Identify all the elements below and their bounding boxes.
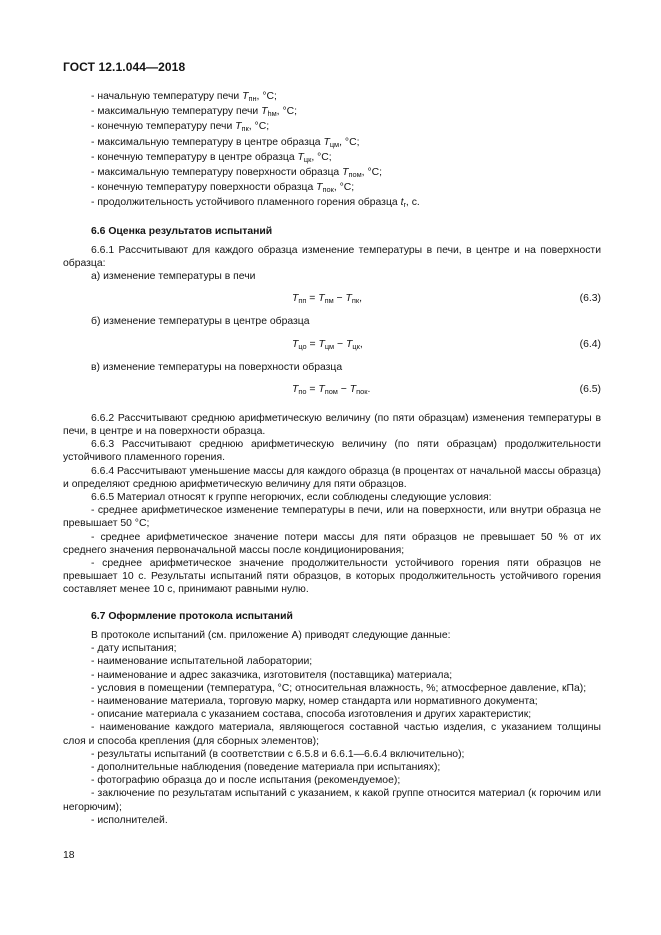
list-item: - максимальную температуру печи $T_{hм}$, °С; xyxy=(91,106,297,119)
section-heading-6-6: 6.6 Оценка результатов испытаний xyxy=(91,225,273,237)
formula-6-5 xyxy=(63,374,601,406)
list-item: - наименование испытательной лаборатории; xyxy=(91,656,313,668)
condition-item: - среднее арифметическое изменение температуры в печи, или на поверхности, или внутри образца не превышает 50 °С; xyxy=(63,505,601,530)
formula-6-4 xyxy=(63,329,601,361)
list-item: - конечную температуру печи $T_{пк}$, °С; xyxy=(91,121,270,134)
list-item: - результаты испытаний (в соответствии с 6.5.8 и 6.6.1—6.6.4 включительно); xyxy=(91,748,465,760)
formula-6-3 xyxy=(63,283,601,315)
section-heading-6-7: 6.7 Оформление протокола испытаний xyxy=(91,610,293,622)
paragraph-6-6-2: 6.6.2 Рассчитывают среднюю арифметическую величину (по пяти образцам) изменения температуры в печи, в центре и на поверхности образца. xyxy=(63,412,601,438)
list-item: - наименование материала, торговую марку, номер стандарта или нормативного документа; xyxy=(91,695,538,707)
formula-expression: $T_{пп} = T_{пм} - T_{пк}$, xyxy=(292,293,363,306)
paragraph-6-6-4: 6.6.4 Рассчитывают уменьшение массы для каждого образца (в процентах от начальной массы образца) и определяют среднюю арифметическую величину для пяти образцов. xyxy=(63,465,601,490)
standard-title: ГОСТ 12.1.044—2018 xyxy=(63,60,186,74)
document-body xyxy=(63,90,601,827)
measured-values-list xyxy=(63,90,601,212)
list-item: - продолжительность устойчивого пламенного горения образца $t_r$, с. xyxy=(91,197,420,210)
list-item: - максимальную температуру в центре образца $T_{цм}$, °С; xyxy=(91,136,360,149)
list-item: - дату испытания; xyxy=(91,643,177,655)
formula-expression: $T_{по} = T_{пом} - T_{пок}$. xyxy=(292,383,371,396)
list-item: - фотографию образца до и после испытания (рекомендуемое); xyxy=(91,775,401,787)
formula-caption-a: а) изменение температуры в печи xyxy=(91,271,256,283)
paragraph-6-6-3: 6.6.3 Рассчитывают среднюю арифметическую величину (по пяти образцам) продолжительности устойчивого пламенного горения. xyxy=(63,439,601,464)
list-item: - исполнителей. xyxy=(91,814,168,826)
protocol-items-list xyxy=(63,642,601,827)
list-item: - наименование каждого материала, являющегося составной частью изделия, с указанием толщины слоя и способа крепления (для сборных элементов); xyxy=(63,722,601,747)
list-item: - конечную температуру поверхности образца $T_{пок}$, °С; xyxy=(91,182,355,195)
list-item: - конечную температуру в центре образца $T_{цк}$, °С; xyxy=(91,151,332,164)
formula-number: (6.4) xyxy=(579,338,601,350)
list-item: - описание материала с указанием состава, способа изготовления и других характеристик; xyxy=(91,709,532,721)
list-item: - дополнительные наблюдения (поведение материала при испытаниях); xyxy=(91,761,441,773)
formula-number: (6.5) xyxy=(579,383,601,395)
condition-item: - среднее арифметическое значение потери массы для пяти образцов не превышает 50 % от их среднего значения первоначальной массы после кондиционирования; xyxy=(63,531,601,556)
list-item: - условия в помещении (температура, °С; относительная влажность, %; атмосферное давление, кПа); xyxy=(91,682,587,694)
formula-caption-b: б) изменение температуры в центре образца xyxy=(91,316,310,328)
page-number: 18 xyxy=(63,850,75,861)
formula-caption-c: в) изменение температуры на поверхности образца xyxy=(91,361,343,373)
condition-item: - среднее арифметическое значение продолжительности устойчивого горения пяти образцов не превышает 10 с. Результаты испытаний пяти образцов, в которых продолжительность устойчивого горения составляет менее 10 с, принимают равными нулю. xyxy=(63,558,601,596)
paragraph-6-6-5: 6.6.5 Материал относят к группе негорючих, если соблюдены следующие условия: xyxy=(91,492,492,504)
formula-number: (6.3) xyxy=(579,293,601,305)
list-item: - начальную температуру печи $T_{пн}$, °С; xyxy=(91,91,277,103)
paragraph-6-6-1: 6.6.1 Рассчитывают для каждого образца изменение температуры в печи, в центре и на поверхности образца: xyxy=(63,244,601,270)
formula-expression: $T_{цо} = T_{цм} - T_{цк}$, xyxy=(292,338,363,351)
protocol-intro: В протоколе испытаний (см. приложение А) приводят следующие данные: xyxy=(91,629,451,641)
list-item: - наименование и адрес заказчика, изготовителя (поставщика) материала; xyxy=(91,669,453,681)
list-item: - максимальную температуру поверхности образца $T_{пом}$, °С; xyxy=(91,167,382,180)
list-item: - заключение по результатам испытаний с указанием, к какой группе относится материал (к горючим или негорючим); xyxy=(63,788,601,813)
